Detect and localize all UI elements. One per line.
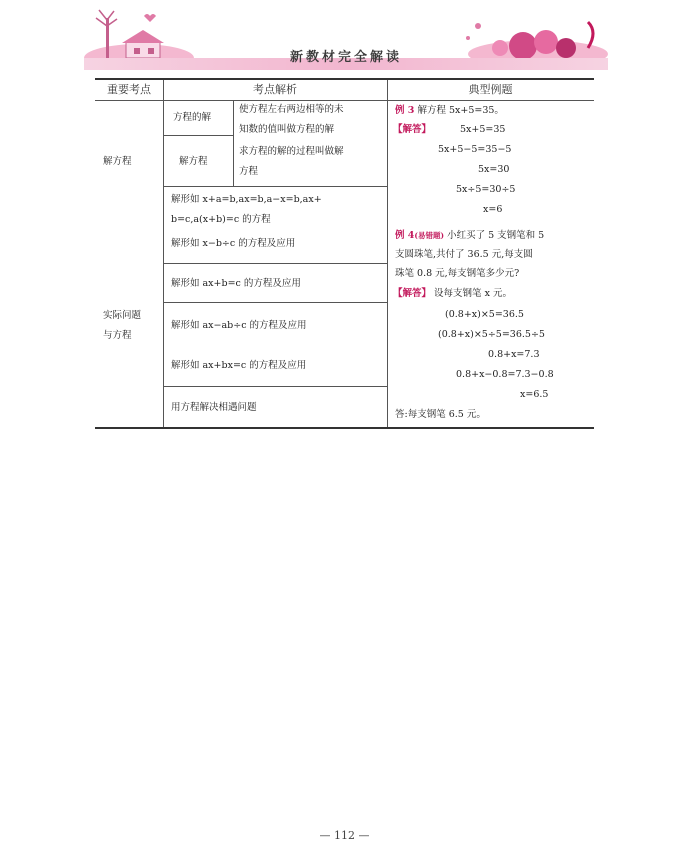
example-4-setup: 设每支钢笔 x 元。 [434,288,512,299]
definition-line: 使方程左右两边相等的未 [239,104,344,115]
header-divider [95,100,594,101]
row-divider-2 [163,263,387,264]
sub-row-divider [163,135,233,136]
analysis-point: 解形如 ax+b=c 的方程及应用 [171,278,301,289]
example-4-tag: (易错题) [414,231,445,240]
example-3-answer-tag: 【解答】 [393,124,432,135]
row-divider-1 [163,186,387,187]
equation-step: 5x=30 [478,164,510,175]
example-4-answer [393,284,512,303]
row-divider-3 [163,302,387,303]
equation-step: 5x+5−5=35−5 [438,144,512,155]
book-title: 新教材完全解读 [289,50,402,65]
col-divider-2 [387,80,388,427]
example-3-text: 解方程 5x+5=35。 [417,105,504,116]
analysis-point: 解形如 ax+bx=c 的方程及应用 [171,360,307,371]
equation-step: 0.8+x=7.3 [488,349,540,360]
example-3-question [395,101,504,120]
page-number: — 112 — [319,829,370,842]
sub-col-divider [233,100,234,186]
col-header-analysis: 考点解析 [253,83,297,96]
col-header-example: 典型例题 [468,83,513,96]
equation-step: x=6 [483,204,503,215]
equation-step: 5x÷5=30÷5 [456,184,516,195]
equation-step: x=6.5 [520,389,549,400]
col-header-topic: 重要考点 [107,83,151,96]
example-4-text: 支圆珠笔,共付了 36.5 元,每支圆 [395,249,533,260]
example-4-conclusion: 答:每支钢笔 6.5 元。 [395,409,486,420]
analysis-point: 解形如 x+a=b,ax=b,a−x=b,ax+ [171,194,322,205]
equation-step: 5x+5=35 [460,124,506,135]
row-divider-4 [163,386,387,387]
page-header [84,6,608,72]
equation-step: 0.8+x−0.8=7.3−0.8 [456,369,554,380]
equation-step: (0.8+x)×5=36.5 [445,309,524,320]
example-3-label: 例 3 [395,105,415,116]
example-4-answer-tag: 【解答】 [393,288,432,299]
equation-step: (0.8+x)×5÷5=36.5÷5 [438,329,545,340]
analysis-point: 用方程解决相遇问题 [171,402,257,413]
knowledge-table [95,78,594,429]
sub-label-solution: 方程的解 [173,112,212,123]
definition-line: 知数的值叫做方程的解 [239,124,335,135]
definition-line: 方程 [239,166,259,177]
analysis-point: b=c,a(x+b)=c 的方程 [171,214,271,225]
example-4-label: 例 4 [395,230,415,241]
topic-solve-equation: 解方程 [103,156,132,167]
example-4-text: 珠笔 0.8 元,每支钢笔多少元? [395,268,520,279]
definition-line: 求方程的解的过程叫做解 [239,146,344,157]
sub-label-solving: 解方程 [179,156,208,167]
analysis-point: 解形如 x−b÷c 的方程及应用 [171,238,296,249]
example-4-text: 小红买了 5 支钢笔和 5 [447,230,545,241]
example-4-question [395,226,544,245]
col-divider-1 [163,80,164,427]
analysis-point: 解形如 ax−ab÷c 的方程及应用 [171,320,307,331]
topic-word-problems: 实际问题 与方程 [103,310,142,341]
